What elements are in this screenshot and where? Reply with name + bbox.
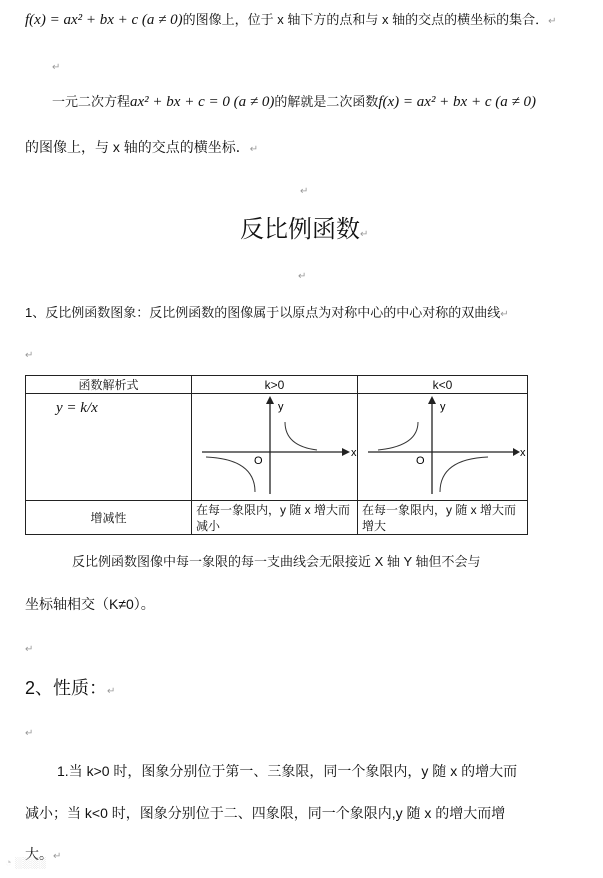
title-text: 反比例函数	[240, 216, 360, 243]
x-axis-label: x	[520, 447, 526, 459]
text: 的图像上，与 x 轴的交点的横坐标．	[25, 139, 250, 155]
text: 的解就是二次函数	[274, 94, 379, 109]
y-axis-label: y	[440, 401, 446, 413]
formula: ax² + bx + c = 0 (a ≠ 0)	[130, 94, 275, 110]
formula: f(x) = ax² + bx + c (a ≠ 0)	[25, 12, 183, 28]
page-title	[240, 215, 368, 250]
paragraph-mark: ↵	[25, 644, 34, 655]
monotonicity-label: 增减性	[26, 501, 192, 535]
paragraph-mark: ↵	[53, 851, 62, 862]
monotonicity-k-positive: 在每一象限内，y 随 x 增大而减小	[192, 501, 358, 535]
text: 大。	[25, 846, 53, 862]
origin-label: O	[254, 455, 263, 467]
text: 2、性质：	[25, 678, 108, 698]
paragraph-mark: ↵	[548, 16, 557, 27]
formula: f(x) = ax² + bx + c (a ≠ 0)	[378, 94, 536, 110]
formula-cell	[26, 394, 192, 501]
origin-label: O	[416, 455, 425, 467]
hyperbola-graph	[192, 394, 357, 497]
paragraph-mark: ↵	[300, 186, 309, 197]
section-2-heading	[25, 676, 115, 704]
y-axis-label: y	[278, 401, 284, 413]
text: 一元二次方程	[52, 94, 131, 109]
property-line-1: 1.当 k>0 时，图象分别位于第一、三象限，同一个象限内，y 随 x 的增大而	[57, 763, 518, 779]
line-3	[25, 137, 258, 160]
paragraph-mark: ↵	[25, 350, 34, 361]
watermark-logo: ◔ ░░░░	[5, 857, 46, 869]
line-1	[25, 10, 556, 32]
property-line-2: 减小；当 k<0 时，图象分别位于二、四象限，同一个象限内,y 随 x 的增大而增	[25, 805, 506, 821]
text: 的图像上，位于 x 轴下方的点和与 x 轴的交点的横坐标的集合．	[182, 12, 549, 27]
header-k-positive: k>0	[192, 376, 358, 394]
header-k-negative: k<0	[358, 376, 528, 394]
text: 1、反比例函数图象：反比例函数的图像属于以原点为对称中心的中心对称的双曲线	[25, 305, 501, 320]
paragraph-1-line-2: 坐标轴相交（K≠0）。	[25, 596, 155, 612]
x-axis-label: x	[351, 447, 357, 459]
hyperbola-graph	[358, 394, 527, 497]
formula: y = k/x	[56, 400, 98, 416]
paragraph-mark: ↵	[107, 686, 116, 697]
paragraph-mark: ↵	[298, 271, 307, 282]
paragraph-mark: ↵	[500, 309, 509, 320]
graph-k-positive	[192, 394, 358, 501]
line-2	[52, 92, 536, 112]
paragraph-mark: ↵	[249, 144, 259, 155]
paragraph-mark: ↵	[52, 62, 61, 73]
graph-k-negative	[358, 394, 528, 501]
header-formula: 函数解析式	[26, 376, 192, 394]
section-1-heading	[25, 303, 509, 325]
paragraph-mark: ↵	[360, 229, 369, 240]
paragraph-mark: ↵	[25, 728, 34, 739]
hyperbola-table	[25, 375, 528, 535]
monotonicity-k-negative: 在每一象限内，y 随 x 增大而增大	[358, 501, 528, 535]
paragraph-1-line-1: 反比例函数图像中每一象限的每一支曲线会无限接近 X 轴 Y 轴但不会与	[72, 554, 481, 569]
